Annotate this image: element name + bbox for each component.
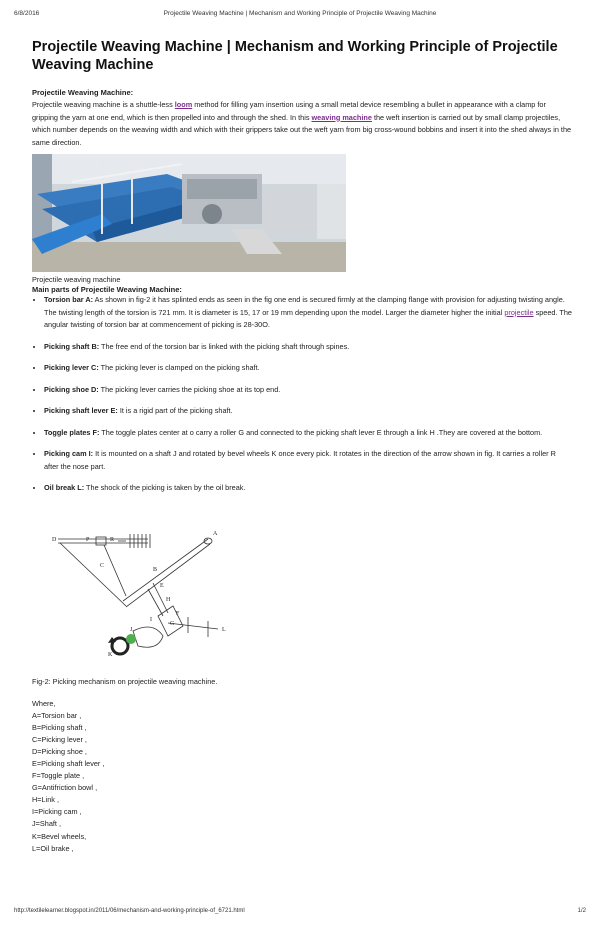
figure-caption: Fig-2: Picking mechanism on projectile weaving machine. [32, 676, 218, 686]
svg-text:B: B [153, 566, 158, 573]
page-header [14, 10, 586, 20]
list-item: • Toggle plates F: The toggle plates center at o carry a roller G and connected to the picking shaft lever E through a link H .They are covered at the bottom. [44, 427, 572, 440]
loom-link[interactable]: loom [174, 100, 193, 109]
svg-text:C: C [100, 562, 105, 569]
list-item: • Picking shoe D: The picking lever carries the picking shoe at its top end. [44, 384, 572, 397]
legend-item: H=Link , [32, 795, 59, 805]
svg-text:A: A [213, 530, 218, 537]
print-date: 6/8/2016 [14, 10, 40, 17]
list-item: • Oil break L: The shock of the picking is taken by the oil break. [44, 482, 572, 495]
list-item: • Picking shaft lever E: It is a rigid part of the picking shaft. [44, 405, 572, 418]
list-item: • Picking lever C: The picking lever is clamped on the picking shaft. [44, 362, 572, 375]
machine-photo [32, 154, 346, 272]
svg-text:H: H [166, 596, 171, 603]
legend-item: E=Picking shaft lever , [32, 758, 105, 768]
list-item: • Torsion bar A: As shown in fig-2 it has splinted ends as seen in the fig one end is secured firmly at the clamping flange with provision for adjusting twisting angle. The twisting length of the torsion is 721 mm. It is diameter is 15, 17 or 19 mm depending upon the model. Larger the diameter higher the initial projectile speed. The angular twisting of torsion bar at commencement of picking is 28-30O. [44, 294, 572, 332]
svg-text:J: J [130, 626, 133, 633]
page-footer [14, 908, 586, 918]
svg-text:D: D [52, 536, 57, 543]
svg-text:R: R [110, 536, 115, 543]
svg-text:I: I [150, 616, 152, 623]
legend-item: L=Oil brake , [32, 843, 74, 853]
svg-text:E: E [160, 582, 164, 589]
svg-text:P: P [86, 536, 90, 543]
parts-list [32, 294, 572, 495]
parts-heading: Main parts of Projectile Weaving Machine: [32, 285, 182, 294]
legend-item: A=Torsion bar , [32, 710, 82, 720]
article [32, 38, 572, 855]
legend-item: F=Toggle plate , [32, 771, 85, 781]
svg-text:F: F [176, 610, 180, 617]
section-heading: Projectile Weaving Machine: [32, 88, 134, 97]
print-title: Projectile Weaving Machine | Mechanism and Working Principle of Projectile Weaving Machine [163, 10, 437, 17]
legend-item: D=Picking shoe , [32, 746, 87, 756]
legend-item: C=Picking lever , [32, 734, 87, 744]
list-item: • Picking cam I: It is mounted on a shaft J and rotated by bevel wheels K once every pick. It rotates in the direction of the arrow shown in fig. It carries a roller R after the nose part. [44, 448, 572, 473]
picking-mechanism-diagram [38, 521, 248, 671]
photo-caption: Projectile weaving machine [32, 275, 121, 284]
intro-paragraph: Projectile weaving machine is a shuttle-less loom method for filling yarn insertion using a small metal device resembling a bullet in appearance with a clamp for gripping the yarn at one end, which is then propelled into and through the shed. In this weaving machine the weft insertion is carried out by small clamp projectiles, which number depends on the weaving width and which with their grippers take out the weft yarn from big cross-wound bobbins and insert it into the shed always in the same direction. [32, 100, 572, 147]
legend-item: G=Antifriction bowl , [32, 783, 98, 793]
svg-text:G: G [170, 620, 175, 627]
legend-item: K=Bevel wheels, [32, 831, 87, 841]
article-title: Projectile Weaving Machine | Mechanism and Working Principle of Projectile Weaving Machine [32, 39, 558, 73]
legend-item: J=Shaft , [32, 819, 62, 829]
legend-list [32, 698, 572, 855]
svg-text:L: L [222, 626, 226, 633]
weaving-machine-link[interactable]: weaving machine [311, 112, 372, 122]
footer-url: http://textilelearner.blogspot.in/2011/06/mechanism-and-working-principle-of_6721.html [14, 908, 245, 914]
projectile-link[interactable]: projectile [504, 307, 534, 317]
legend-item: I=Picking cam , [32, 807, 82, 817]
page-number: 1/2 [577, 908, 586, 914]
legend-label: Where, [32, 698, 56, 708]
svg-text:K: K [108, 651, 113, 658]
list-item: • Picking shaft B: The free end of the torsion bar is linked with the picking shaft through spines. [44, 341, 572, 354]
legend-item: B=Picking shaft , [32, 722, 87, 732]
